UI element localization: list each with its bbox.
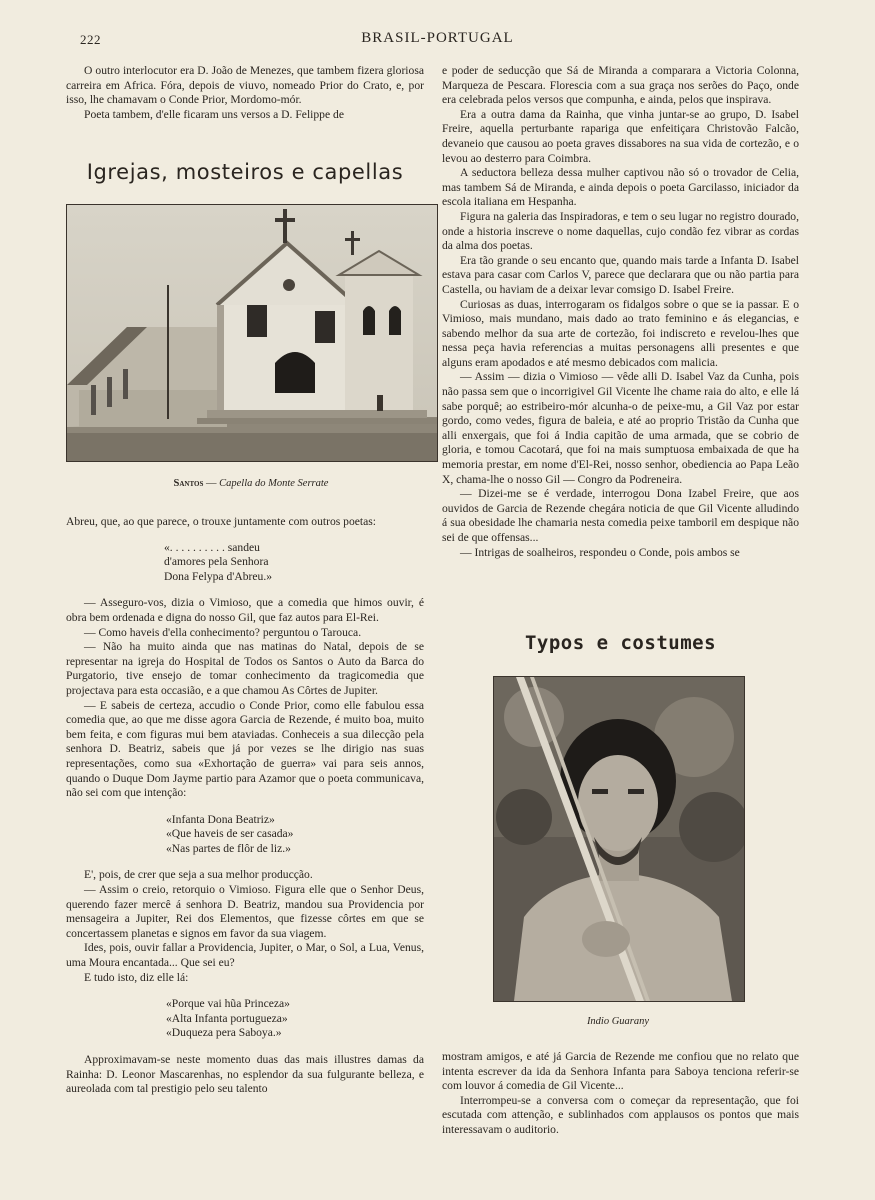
portrait-photo-caption [493, 1016, 743, 1027]
paragraph: E tudo isto, diz elle lá: [84, 970, 189, 984]
paragraph: Approximavam-se neste momento duas das mais illustres damas da Rainha: D. Leonor Mascarenhas, no esplendor da sua fulgurante belleza, e aureolada com tal prestigio pelo seu talento [66, 1053, 424, 1096]
verse-line: «Que haveis de ser casada» [166, 827, 294, 841]
right-column-top [442, 64, 799, 560]
caption-dash: — [205, 478, 217, 489]
section-title-churches: Igrejas, mosteiros e capellas [86, 160, 404, 184]
paragraph: Era a outra dama da Rainha, que vinha juntar-se ao grupo, D. Isabel Freire, aquella perturbante rapariga que enfeitiçara Christovão Falcão, devaneio que causou ao poeta graves dissabores na sua vida de cortezão, e o levou ao desterro para Coimbra. [442, 107, 799, 165]
caption-title: Indio Guarany [586, 1016, 650, 1027]
verse-block [164, 541, 424, 585]
paragraph: Ides, pois, ouvir fallar a Providencia, Jupiter, o Mar, o Sol, a Lua, Venus, uma Moura encantada... Que sei eu? [66, 941, 424, 970]
verse-block [166, 997, 424, 1041]
portrait-illustration [494, 677, 744, 1001]
paragraph: — Assim — dizia o Vimioso — vêde alli D. Isabel Vaz da Cunha, pois não passa sem que o incorrigivel Gil Vicente lhe chame raia do alto, e elle lá sabe porquê; ao estribeiro-mór alcunha-o de peixe-mu, a Gil Vaz por estar gordo, como vedes, figura de baleia, e até ao proprio Tristão da Cunha que alli enxergais, que foi á India capitão de uma armada, que se cobrio de gloria, e tomou Cacotará, que foi na mais sumptuosa embaixada de que ha memoria prestar, em nome d'El-Rei, nosso senhor, obediencia ao Papa Leão X, chama-lhe o nosso Gil — Congro da Podreneira. [442, 370, 799, 486]
page-number: 222 [80, 32, 101, 47]
paragraph: Interrompeu-se a conversa com o começar da representação, que foi escutada com attenção, e sublinhados com applausos os pontos que mais interessavam o auditorio. [442, 1093, 799, 1136]
verse-line: «Porque vai hũa Princeza» [166, 997, 290, 1011]
caption-title: Capella do Monte Serrate [219, 478, 329, 489]
caption-place: Santos [173, 478, 204, 489]
paragraph: e poder de seducção que Sá de Miranda a comparara a Victoria Colonna, Marqueza de Pescara. Florescia com a sua graça nos serões do Paço, onde era celebrada pelos versos que compunha, e ainda, pelos que inspirava. [442, 64, 799, 107]
paragraph: O outro interlocutor era D. João de Menezes, que tambem fizera gloriosa carreira em Africa. Fóra, depois de viuvo, nomeado Prior do Crato, e, por isso, lhe chamavam o Conde Prior, Mordomo-mór. [66, 64, 424, 107]
paragraph: Figura na galeria das Inspiradoras, e tem o seu lugar no registro dourado, onde a historia inscreve o nome daquellas, cujo condão fez vibrar as cordas da alma dos poetas. [442, 209, 799, 253]
paragraph: — Como haveis d'ella conhecimento? perguntou o Tarouca. [84, 625, 362, 639]
verse-line: «Alta Infanta portugueza» [166, 1011, 288, 1025]
running-title: BRASIL-PORTUGAL [361, 30, 514, 46]
paragraph: Curiosas as duas, interrogaram os fidalgos sobre o que se ia passar. E o Vimioso, mais mundano, mais dado ao trato feminino e ás elegancias, e sabendo melhor da sua arte de cortezão, foi indiscreto e revelou-lhes que nessa peça havia referencias a muitas personagens alli presentes e que alguns eram apodados e até mesmo debicados com malicia. [442, 297, 799, 369]
paragraph: A seductora belleza dessa mulher captivou não só o trovador de Celia, mas tambem Sá de Miranda, e ainda depois o poeta Garcilasso, iniciador da escola italiana em Hespanha. [442, 166, 799, 209]
verse-line: «Duqueza pera Saboya.» [166, 1026, 282, 1040]
church-photo-caption [66, 478, 436, 489]
paragraph: mostram amigos, e até já Garcia de Rezende me confiou que no relato que intenta escrever da ida da Senhora Infanta para Saboya tenciona referir-se com louvor á comedia de Gil Vicente... [442, 1050, 799, 1093]
right-column-bottom [442, 1050, 799, 1138]
verse-line: Dona Felypa d'Abreu.» [164, 569, 273, 583]
verse-line: «Infanta Dona Beatriz» [166, 812, 275, 826]
paragraph: — E sabeis de certeza, accudio o Conde Prior, como elle fabulou essa comedia que, ao que me disse agora Garcia de Rezende, é muito boa, muito bem feita, e com figuras mui bem ataviadas. Conheceis a sua dilecção pela senhora D. Beatriz, sabeis que já por vezes se lhe dirigio nas suas representações, como sua «Exhortação de guerra» vai para seis annos, quando o Duque Dom Jayme partio para Azamor que o poeta communicava, não sei com que intenção: [66, 698, 424, 800]
church-photo [66, 204, 438, 462]
paragraph: — Dizei-me se é verdade, interrogou Dona Izabel Freire, que aos ouvidos de Garcia de Rezende chegára noticia de que Gil Vicente alludindo á sua obesidade lhe chamaria nesta comedia peixe tamboril em despique não sei de que offensas... [442, 487, 799, 544]
paragraph: Era tão grande o seu encanto que, quando mais tarde a Infanta D. Isabel estava para casar com Carlos V, parece que declarara que ou não partia para Castella, ou haviam de a deixar levar comsigo D. Isabel Freire. [442, 253, 799, 296]
portrait-photo [493, 676, 745, 1002]
paragraph: E', pois, de crer que seja a sua melhor producção. [84, 868, 313, 882]
paragraph: — Não ha muito ainda que nas matinas do Natal, depois de se representar na igreja do Hospital de Todos os Santos o Auto da Barca do Purgatorio, tive ensejo de tomar conhecimento da tragicomedia que projectava para esta occasião, e a que chamou As Côrtes de Jupiter. [66, 640, 424, 697]
church-illustration [67, 205, 437, 461]
paragraph: — Intrigas de soalheiros, respondeu o Conde, pois ambos se [460, 545, 740, 559]
paragraph: — Assim o creio, retorquio o Vimioso. Figura elle que o Senhor Deus, querendo fazer mercê á senhora D. Beatriz, mandou sua Providencia por mensageira a Jupiter, Rei dos Elementos, que fizesse côrtes em que se concertassem planetas e signos em favor da sua viagem. [66, 883, 424, 940]
verse-line: «. . . . . . . . . . sandeu [164, 540, 260, 554]
verse-line: «Nas partes de flôr de liz.» [166, 841, 291, 855]
paragraph: Abreu, que, ao que parece, o trouxe juntamente com outros poetas: [66, 515, 377, 528]
left-column-main [66, 515, 424, 1097]
paragraph: Poeta tambem, d'elle ficaram uns versos a D. Felippe de [84, 107, 344, 121]
section-title-types: Typos e costumes [524, 632, 717, 654]
verse-line: d'amores pela Senhora [164, 555, 269, 569]
paragraph: — Asseguro-vos, dizia o Vimioso, que a comedia que himos ouvir, é obra bem ordenada e digna do nosso Gil, que faz autos para El-Rei. [66, 596, 424, 624]
verse-block [166, 813, 424, 857]
left-column-top [66, 64, 424, 122]
